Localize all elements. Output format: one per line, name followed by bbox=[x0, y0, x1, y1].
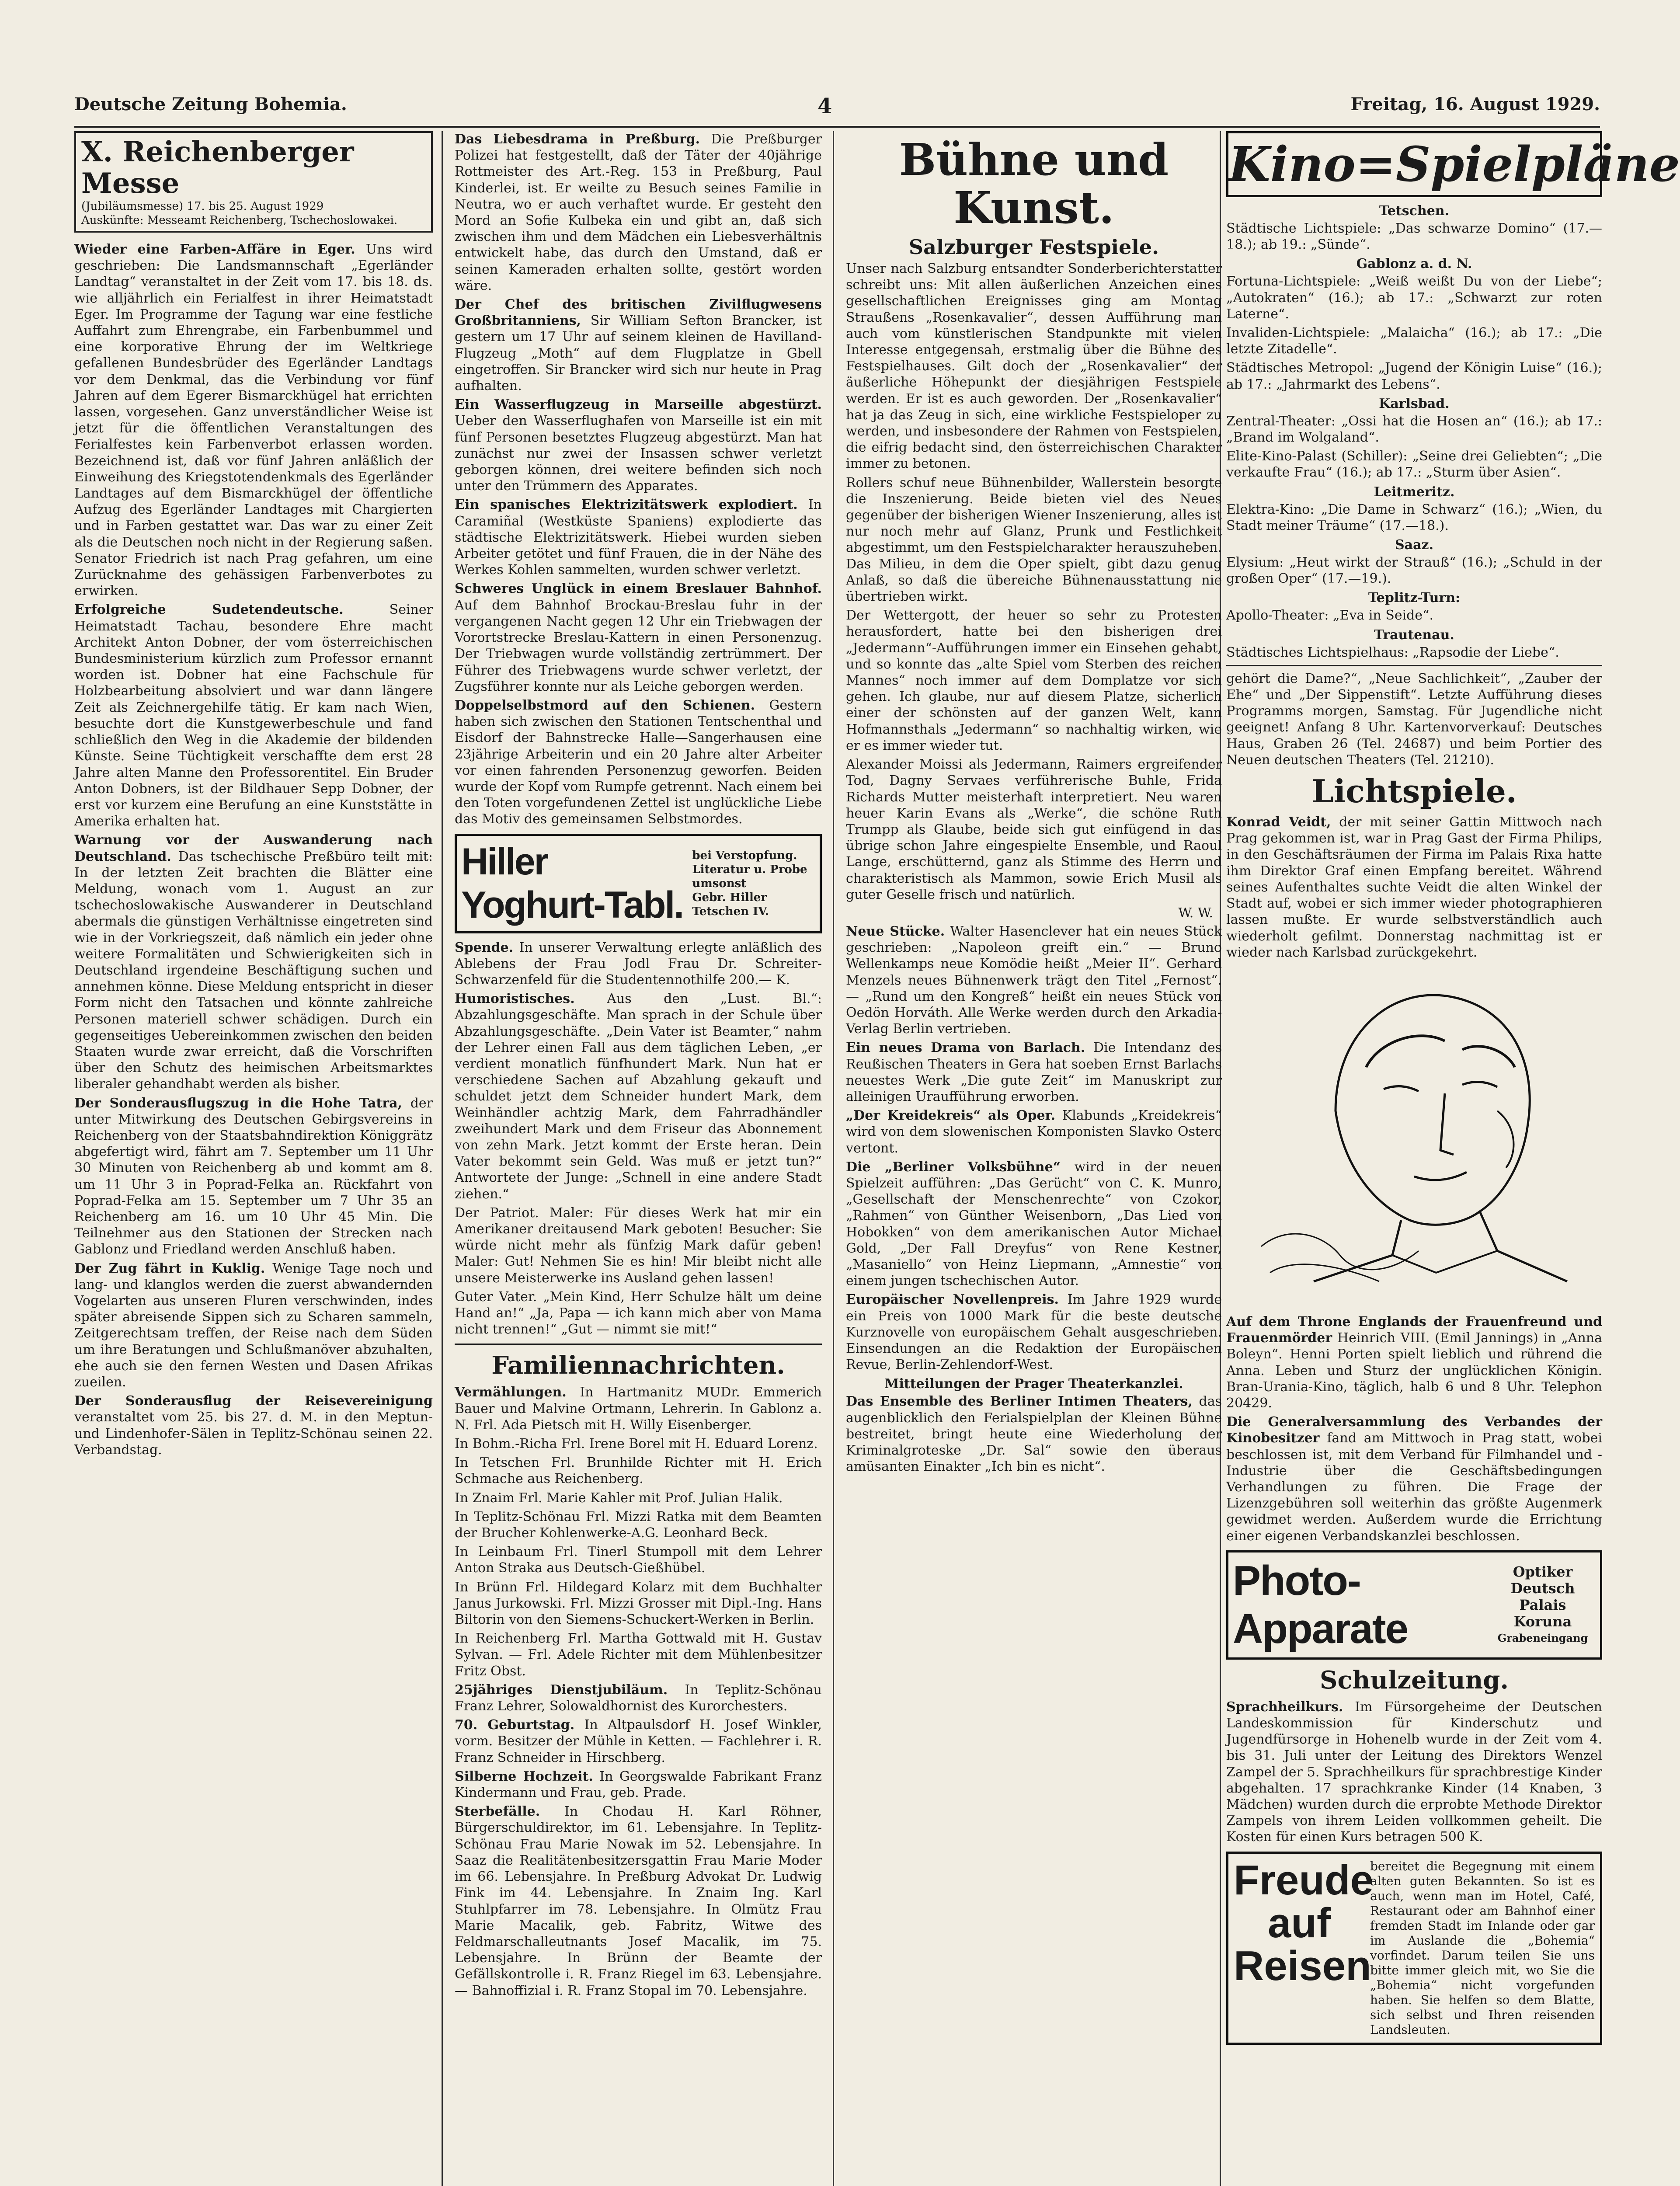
article-guter-vater: Guter Vater. „Mein Kind, Herr Schulze hält um deine Hand an!“ „Ja, Papa — ich kann mich aber von Mama nicht trennen!“ „Gut — nimmt sie mit!“ bbox=[455, 1289, 822, 1337]
article-jedermann: Der Wettergott, der heuer so sehr zu Protesten herausfordert, hatte bei den bisherigen drei „Jedermann“-Aufführungen immer ein Einsehen gehabt, und so konnte das „alte Spiel vom Sterben des reichen Mannes“ noch immer auf dem Domplatze vor sich gehen. Ich glaube, nur auf diesem Platze, sicherlich einer der schönsten auf der ganzen Welt, kann Hofmannsthals „Jedermann“ so nachhaltig wirken, wie er es immer wieder tut. bbox=[846, 608, 1222, 753]
kino-listing: Apollo-Theater: „Eva in Seide“. bbox=[1226, 608, 1434, 623]
article-barlach: Ein neues Drama von Barlach. Die Intendanz des Reußischen Theaters in Gera hat soeben Ernst Barlachs neuestes Werk „Die gute Zeit“ im Manuskript zur alleinigen Uraufführung erworben. bbox=[846, 1040, 1222, 1104]
photo-ad-name: Photo-Apparate bbox=[1233, 1557, 1408, 1652]
column-rule-2 bbox=[833, 131, 834, 2186]
kino-listing: Elite-Kino-Palast (Schiller): „Seine drei Geliebten“; „Die verkaufte Frau“ (16.); ab 17.: „Sturm über Asien“. bbox=[1226, 449, 1602, 480]
article-auswanderung: Warnung vor der Auswanderung nach Deutschland. Das tschechische Preßbüro teilt mit: In der letzten Zeit brachten die Blätter eine Meldung, wonach vom 1. August an zur tschechoslowakische Auswanderer in Deutschland abermals die günstigen Verhältnisse eingetreten sind wie in der Vorkriegszeit, daß nämlich ein jeder ohne weitere Formalitäten und Schwierigkeiten sich in Deutschland irgendeine Beschäftigung suchen und annehmen könne. Diese Meldung entspricht in dieser Form nicht den Tatsachen und könnte zahlreiche Personen materiell schwer schädigen. Durch ein gegenseitiges Uebereinkommen zwischen den beiden Staaten wurde zwar erreicht, daß die Vorschriften über den Schutz des heimischen Arbeitsmarktes liberaler gehandhabt werden als bisher. bbox=[74, 832, 433, 1092]
messe-title: X. Reichenberger Messe bbox=[81, 136, 354, 200]
fam-item: In Leinbaum Frl. Tinerl Stumpoll mit dem Lehrer Anton Straka aus Deutsch-Gießhübel. bbox=[455, 1544, 822, 1576]
kino-listing: Elysium: „Heut wirkt der Strauß“ (16.); „Schuld in der großen Oper“ (17.—19.). bbox=[1226, 555, 1602, 587]
article-sprachheilkurs: Sprachheilkurs. Im Fürsorgeheime der Deutschen Landeskommission für Kinderschutz und Jugendfürsorge in Hohenelb wurde in der Zeit vom 4. bis 31. Juli unter der Leitung des Direktors Wenzel Zampel der 5. Sprachheilkurs für sprachbrestige Kinder abgehalten. 17 sprachkranke Kinder (14 Knaben, 3 Mädchen) wurden durch die erprobte Methode Direktor Zampels von ihrem Leiden vollkommen geheilt. Die Kosten für einen Kurs betragen 500 K. bbox=[1226, 1699, 1602, 1845]
kino-city: Saaz. bbox=[1395, 537, 1434, 553]
kino-city: Tetschen. bbox=[1379, 203, 1450, 219]
article-volksbuehne: Die „Berliner Volksbühne“ wird in der neuen Spielzeit aufführen: „Das Gerücht“ von C. K. Munro, „Gesellschaft der Menschenrechte“ von Czokor, „Rahmen“ von Günther Weisenborn, „Das Lied von Hobokken“ von dem amerikanischen Autor Michael Gold, „Der Fall Dreyfus“ von Rene Kestner, „Masaniello“ von Heinz Liepmann, „Amnestie“ von einem jungen tschechischen Autor. bbox=[846, 1159, 1222, 1289]
running-head bbox=[74, 94, 1600, 125]
fam-geburtstag: 70. Geburtstag. In Altpaulsdorf H. Josef Winkler, vorm. Besitzer der Mühle in Ketten. — Fachlehrer i. R. Franz Schneider in Hirschberg. bbox=[455, 1717, 822, 1765]
article-konrad-veidt: Konrad Veidt, der mit seiner Gattin Mittwoch nach Prag gekommen ist, war in Prag Gast der Firma Philips, in den Geschäftsräumen der Firma im Palais Rixa hatte ihm Direktor Graf einen Empfang bereitet. Während seines Aufenthaltes suchte Veidt die alten Winkel der Stadt auf, wobei er sich immer wieder photographieren lassen mußte. Er wurde selbstverständlich auch wiederholt gefilmt. Donnerstag nachmittag ist er wieder nach Karlsbad zurückgekehrt. bbox=[1226, 815, 1602, 960]
article-novellenpreis: Europäischer Novellenpreis. Im Jahre 1929 wurde ein Preis von 1000 Mark für die beste deutsche Kurznovelle von europäischem Gehalt ausgeschrieben. Einsendungen an die Redaktion der Europäischen Revue, Berlin-Zehlendorf-West. bbox=[846, 1292, 1222, 1373]
article-doppelselbstmord: Doppelselbstmord auf den Schienen. Gestern haben sich zwischen den Stationen Tentschenthal und Eisdorf der Bahnstrecke Halle—Sangerhausen eine 23jährige Arbeiterin und ein 20 Jahre alter Arbeiter vor einen fahrenden Personenzug geworfen. Beiden wurde der Kopf vom Rumpfe getrennt. Nach einem bei den Toten vorgefundenen Zettel ist unglückliche Liebe das Motiv des gemeinsamen Selbstmordes. bbox=[455, 697, 822, 827]
article-wasserflugzeug: Ein Wasserflugzeug in Marseille abgestürzt. Ueber den Wasserflughafen von Marseille ist ein mit fünf Personen besetztes Flugzeug abgestürzt. Man hat zunächst nur zwei der Insassen schwer verletzt geborgen können, drei weitere befinden sich noch unter den Trümmern des Apparates. bbox=[455, 397, 822, 494]
article-kreidekreis: „Der Kreidekreis“ als Oper. Klabunds „Kreidekreis“ wird von dem slowenischen Komponisten Slavko Osterc vertont. bbox=[846, 1108, 1222, 1156]
theaterkanzlei-title: Mitteilungen der Prager Theaterkanzlei. bbox=[884, 1376, 1183, 1392]
schulzeitung-title: Schulzeitung. bbox=[1320, 1665, 1509, 1695]
caricature-illustration bbox=[1235, 967, 1593, 1308]
section-rule bbox=[1226, 665, 1602, 666]
article-intimes-theater: Das Ensemble des Berliner Intimen Theaters, das augenblicklich den Ferialspielplan der Kleinen Bühne bestreitet, bringt heute eine Wiederholung der Kriminalgroteske „Dr. Sal“ sowie den überaus amüsanten Einakter „Ich bin es nicht“. bbox=[846, 1394, 1222, 1475]
article-rosenkavalier: Unser nach Salzburg entsandter Sonderberichterstatter schreibt uns: Mit allen äußerlichen Anzeichen eines gesellschaftlichen Ereignisses ging am Montag Straußens „Rosenkavalier“, dessen Aufführung man auch vom künstlerischen Standpunkte mit vielen Interesse entgegensah, erstmalig über die Bühne des Festspielhauses. Gilt doch der „Rosenkavalier“ der äußerliche Höhepunkt der diesjährigen Festspiele werden. Er ist es auch geworden. Der „Rosenkavalier“ hat ja das Zeug in sich, eine wirkliche Festspieloper zu werden, und insbesondere der Rahmen von Festspielen, die eifrig bedacht sind, den österreichischen Charakter immer zu betonen. bbox=[846, 261, 1222, 472]
article-hohe-tatra: Der Sonderausflugszug in die Hohe Tatra, der unter Mitwirkung des Deutschen Gebirgsvereins in Reichenberg von der Staatsbahndirektion Königgrätz abgefertigt wird, fährt am 7. September um 11 Uhr 30 Minuten von Reichenberg ab und kommt am 8. um 11 Uhr 3 in Poprad-Felka an. Rückfahrt von Poprad-Felka am 15. September um 7 Uhr 35 an Reichenberg am 16. um 10 Uhr 45 Min. Die Teilnehmer aus den Stationen der Strecken nach Gablonz und Friedland werden Anschluß haben. bbox=[74, 1095, 433, 1257]
article-kinobesitzer: Die Generalversammlung des Verbandes der Kinobesitzer fand am Mittwoch in Prag statt, wobei beschlossen ist, mit dem Verband für Filmhandel und -Industrie über die Geschäftsbedingungen Verhandlungen zu führen. Die Frage der Lizenzgebühren soll weiterhin das größte Augenmerk gewidmet werden. Außerdem wurde die Errichtung einer eigenen Verbandskanzlei beschlossen. bbox=[1226, 1414, 1602, 1544]
fam-sterbefaelle: Sterbefälle. In Chodau H. Karl Röhner, Bürgerschuldirektor, im 61. Lebensjahre. In Teplitz-Schönau Frau Marie Nowak im 52. Lebensjahre. In Saaz die Realitätenbesitzersgattin Frau Marie Moder im 66. Lebensjahre. In Preßburg Advokat Dr. Ludwig Fink im 44. Lebensjahre. In Znaim Ing. Karl Stuhlpfarrer im 78. Lebensjahre. In Olmütz Frau Marie Macalik, geb. Fabritz, Witwe des Feldmarschalleutnants Josef Macalik, im 75. Lebensjahre. In Brünn der Beamte der Gefällskontrolle i. R. Franz Riegel im 63. Lebensjahre. — Bahnoffizial i. R. Franz Stopal im 70. Lebensjahre. bbox=[455, 1804, 822, 1998]
fam-silberne-hochzeit: Silberne Hochzeit. In Georgswalde Fabrikant Franz Kindermann und Frau, geb. Prade. bbox=[455, 1768, 822, 1801]
lichtspiele-title: Lichtspiele. bbox=[1311, 773, 1517, 810]
fam-jubilaeum: 25jähriges Dienstjubiläum. In Teplitz-Schönau Franz Lehrer, Solowaldhornist des Kurorchesters. bbox=[455, 1682, 822, 1714]
column-4 bbox=[1226, 131, 1680, 2186]
article-zivilflugwesen: Der Chef des britischen Zivilflugwesens Großbritanniens, Sir William Sefton Brancker, ist gestern um 17 Uhr auf seinem kleinen de Havilland-Flugzeug „Moth“ auf dem Flugplatze in Gbell eingetroffen. Sir Brancker wird sich nur heute in Prag aufhalten. bbox=[455, 297, 822, 394]
author-signature: W. W. bbox=[1178, 905, 1213, 921]
kino-continuation: gehört die Dame?“, „Neue Sachlichkeit“, „Zauber der Ehe“ und „Der Sippenstift“. Letzte Aufführung dieses Programms morgen, Samstag. Für Jugendliche nicht geeignet! Anfang 8 Uhr. Kartenvorverkauf: Deutsches Haus, Graben 26 (Tel. 24687) und beim Portier des Neuen deutschen Theaters (Tel. 21210). bbox=[1226, 671, 1602, 768]
article-neue-stuecke: Neue Stücke. Walter Hasenclever hat ein neues Stück geschrieben: „Napoleon greift ein.“ — Bruno Wellenkamps neue Komödie heißt „Meier II“. Gerhard Menzels neues Bühnenwerk trägt den Titel „Fernost“. — „Rund um den Kongreß“ heißt ein neues Stück von Oedön Horváth. Alle Werke werden durch den Arkadia-Verlag Berlin vertrieben. bbox=[846, 923, 1222, 1037]
yoghurt-ad-name: Hiller Yoghurt-Tabl. bbox=[461, 840, 683, 926]
yoghurt-ad bbox=[455, 834, 822, 933]
article-veidt-continued: Auf dem Throne Englands der Frauenfreund und Frauenmörder Heinrich VIII. (Emil Jannings) in „Anna Boleyn“. Henni Porten spielt lieblich und rührend die Anna. Leben und Sturz der unglücklichen Königin. Bran-Urania-Kino, täglich, halb 6 und 8 Uhr. Telephon 20429. bbox=[1226, 1314, 1602, 1411]
freude-ad-heading: Freude auf Reisen bbox=[1234, 1856, 1374, 1989]
article-breslau: Schweres Unglück in einem Breslauer Bahnhof. Auf dem Bahnhof Brockau-Breslau fuhr in der vergangenen Nacht gegen 12 Uhr ein Triebwagen der Vorortstrecke Breslau-Kattern in einen Personenzug. Der Triebwagen wurde vollständig zertrümmert. Der Führer des Triebwagens wurde schwer verletzt, der Zugsführer konnte nur als Leiche geborgen werden. bbox=[455, 581, 822, 694]
kino-listing: Zentral-Theater: „Ossi hat die Hosen an“ (16.); ab 17.: „Brand im Wolgaland“. bbox=[1226, 413, 1602, 446]
article-elektrizitaetswerk: Ein spanisches Elektrizitätswerk explodiert. In Caramiñal (Westküste Spaniens) explodierte das städtische Elektrizitätswerk. Hiebei wurden sieben Arbeiter getötet und fünf Frauen, die in der Nähe des Werkes Kohlen sammelten, wurden schwer verletzt. bbox=[455, 497, 822, 578]
column-rule-1 bbox=[442, 131, 443, 2186]
kino-city: Gablonz a. d. N. bbox=[1356, 256, 1472, 272]
fam-vermaehlungen: Vermählungen. In Hartmanitz MUDr. Emmerich Bauer und Malvine Ortmann, Lehrerin. In Gablonz a. N. Frl. Ada Pietsch mit H. Willy Eisenberger. bbox=[455, 1385, 822, 1433]
familiennachrichten-title: Familiennachrichten. bbox=[491, 1351, 785, 1380]
fam-item: In Tetschen Frl. Brunhilde Richter mit H. Erich Schmache aus Reichenberg. bbox=[455, 1455, 822, 1487]
kino-spielplaene-title: Kino=Spielpläne bbox=[1226, 131, 1602, 197]
messe-info: Auskünfte: Messeamt Reichenberg, Tschechoslowakei. bbox=[81, 214, 398, 227]
page-number: 4 bbox=[817, 94, 832, 118]
photo-apparate-ad bbox=[1226, 1550, 1602, 1660]
article-spende: Spende. In unserer Verwaltung erlegte anläßlich des Ablebens der Frau Jodl Frau Dr. Schreiter-Schwarzenfeld für die Studentennothilfe 200.— K. bbox=[455, 940, 822, 988]
kino-listing: Städtische Lichtspiele: „Das schwarze Domino“ (17.—18.); ab 19.: „Sünde“. bbox=[1226, 221, 1602, 253]
article-inszenierung: Rollers schuf neue Bühnenbilder, Wallerstein besorgte die Inszenierung. Beide bieten viel des Neues gegenüber der bisherigen Wiener Inszenierung, alles ist nur noch mehr auf Glanz, Prunk und Festlichkeit abgestimmt, um den Festspielcharakter herauszuheben. Das Milieu, in dem die Oper spielt, gibt dazu genug Anlaß, so daß die übereiche Bühnenausstattung nie übertrieben wirkt. bbox=[846, 475, 1222, 605]
column-3 bbox=[846, 131, 1222, 2186]
kino-listing: Städtisches Lichtspielhaus: „Rapsodie der Liebe“. bbox=[1226, 644, 1559, 660]
yoghurt-ad-side: bei Verstopfung. Literatur u. Probe umsonst Gebr. Hiller Tetschen IV. bbox=[692, 849, 807, 918]
kino-city: Teplitz-Turn: bbox=[1368, 590, 1461, 606]
fam-item: In Teplitz-Schönau Frl. Mizzi Ratka mit dem Beamten der Brucher Kohlenwerke-A.G. Leonhard Beck. bbox=[455, 1509, 822, 1541]
messe-dates: (Jubiläumsmesse) 17. bis 25. August 1929 bbox=[81, 200, 324, 213]
kino-city: Leitmeritz. bbox=[1374, 484, 1455, 500]
fam-item: In Reichenberg Frl. Martha Gottwald mit H. Gustav Sylvan. — Frl. Adele Richter mit dem Mühlenbesitzer Fritz Obst. bbox=[455, 1631, 822, 1679]
kino-listing: Fortuna-Lichtspiele: „Weiß weißt Du von der Liebe“; „Autokraten“ (16.); ab 17.: „Schwarzt zur roten Laterne“. bbox=[1226, 274, 1602, 322]
photo-ad-shop: Optiker Deutsch Palais Koruna Grabeneingang bbox=[1497, 1563, 1588, 1644]
fam-item: In Bohm.-Richa Frl. Irene Borel mit H. Eduard Lorenz. bbox=[455, 1436, 818, 1452]
article-reisevereinigung: Der Sonderausflug der Reisevereinigung veranstaltet vom 25. bis 27. d. M. in den Meptun- und Lindenhofer-Sälen in Teplitz-Schönau seinen 22. Verbandstag. bbox=[74, 1393, 433, 1458]
article-liebesdrama: Das Liebesdrama in Preßburg. Die Preßburger Polizei hat festgestellt, daß der Täter der 40jährige Rottmeister des Art.-Reg. 153 in Preßburg, Paul Kinderlei, ist. Er weilte zu Besuch seines Familie in Neutra, wo er auch verhaftet wurde. Er gesteht den Mord an Sofie Kulbeka ein und gibt an, daß sich zwischen ihm und dem Mädchen ein Liebesverhältnis entwickelt habe, das durch den Umstand, daß er seinen Kameraden erhalten sollte, gestört worden wäre. bbox=[455, 132, 822, 293]
section-rule bbox=[455, 1344, 822, 1345]
column-1 bbox=[74, 131, 433, 2186]
freude-ad-text: bereitet die Begegnung mit einem alten guten Bekannten. So ist es auch, wenn man im Hotel, Café, Restaurant oder am Bahnhof einer fremden Stadt im Inlande oder gar im Auslande die „Bohemia“ vorfindet. Darum teilen Sie uns bitte immer gleich mit, wo Sie die „Bohemia“ nicht vorgefunden haben. Sie helfen so dem Blatte, sich selbst und Ihren reisenden Landsleuten. bbox=[1370, 1859, 1595, 2037]
article-farben-affaere: Wieder eine Farben-Affäre in Eger. Uns wird geschrieben: Die Landsmannschaft „Egerländer Landtag“ veranstaltet in der Zeit vom 17. bis 18. ds. wie alljährlich ein Ferialfest in ihrer Heimatstadt Eger. Im Programme der Tagung war eine festliche Auffahrt zum Ehrengrabe, ein Farbenbummel und eine korporative Ehrung der im Weltkriege gefallenen Bundesbrüder des Egerländer Landtags vor dem Denkmal, das die Verbindung vor fünf Jahren auf dem Egerer Bismarckhügel hat errichten lassen, vorgesehen. Ganz unverständlicher Weise ist jetzt für die öffentlichen Veranstaltungen des Ferialfestes kein Farbenverbot erlassen worden. Bezeichnend ist, daß vor fünf Jahren anläßlich der Einweihung des Kriegstotendenkmals des Egerländer Landtages auf dem Bismarckhügel der öffentliche Aufzug des Egerländer Landtages mit Chargierten und in Farben gestattet war. Das war zu einer Zeit als die Deutschen noch nicht in der Regierung saßen. Senator Friedrich ist nach Prag gefahren, um eine Zurücknahme des gehässigen Farbenverbotes zu erwirken. bbox=[74, 242, 433, 599]
kino-city: Karlsbad. bbox=[1379, 396, 1450, 411]
salzburger-festspiele-title: Salzburger Festspiele. bbox=[908, 235, 1159, 259]
article-sudetendeutsche: Erfolgreiche Sudetendeutsche. Seiner Heimatstadt Tachau, besondere Ehre macht Architekt Anton Dobner, der vom österreichischen Bundesministerium kürzlich zum Professor ernannt worden ist. Dobner hat eine Fachschule für Holzbearbeitung absolviert und war dann längere Zeit als Zeichnergehilfe tätig. Er kam nach Wien, besuchte dort die Kunstgewerbeschule und fand schließlich den Weg in die Akademie der bildenden Künste. Seine Tüchtigkeit verschaffte dem erst 28 Jahre alten Manne den Professorentitel. Ein Bruder Anton Dobners, ist der Bildhauer Sepp Dobner, der erst vor kurzem eine Berufung an eine Kunststätte in Amerika erhalten hat. bbox=[74, 602, 433, 829]
kino-listing: Elektra-Kino: „Die Dame in Schwarz“ (16.); „Wien, du Stadt meiner Träume“ (17.—18.). bbox=[1226, 501, 1602, 533]
fam-item: In Znaim Frl. Marie Kahler mit Prof. Julian Halik. bbox=[455, 1490, 783, 1506]
article-zugvoegel: Der Zug fährt in Kuklig. Wenige Tage noch und lang- und klanglos werden die zuerst abwandernden Vogelarten aus unseren Fluren verschwinden, indes später abreisende Sippen sich zu Scharen sammeln, Zeitgerechtsam treffen, der Reise nach dem Süden um ihre Beratungen und Schlußmanöver abzuhalten, ehe auch sie den fernen Westen und Dasen Afrikas zueilen. bbox=[74, 1260, 433, 1390]
column-2 bbox=[455, 131, 822, 2186]
article-patriot: Der Patriot. Maler: Für dieses Werk hat mir ein Amerikaner dreitausend Mark geboten! Besucher: Sie würde nicht mehr als fünfzig Mark dafür geben! Maler: Gut! Nehmen Sie es hin! Mir bleibt nicht alle unsere Meisterwerke ins Ausland gehen lassen! bbox=[455, 1205, 822, 1286]
kino-listing: Invaliden-Lichtspiele: „Malaicha“ (16.); ab 17.: „Die letzte Zitadelle“. bbox=[1226, 325, 1602, 357]
article-besetzung: Alexander Moissi als Jedermann, Raimers ergreifender Tod, Dagny Servaes verführerische Buhle, Frida Richards Mutter meisterhaft interpretiert. Neu waren heuer Karin Evans als „Werke“, die schöne Ruth Trumpp als Glaube, beide sich gut einfügend in das übrige schon Jahre eingespielte Ensemble, und Raoul Lange, erschütternd, ganz als Stimme des Herrn und charakteristisch als Mammon, sowie Erich Musil als guter Geselle frisch und natürlich. bbox=[846, 757, 1222, 902]
fam-item: In Brünn Frl. Hildegard Kolarz mit dem Buchhalter Janus Jurkowski. Frl. Mizzi Grosser mit Dipl.-Ing. Hans Biltorin von den Siemens-Schuckert-Werken in Berlin. bbox=[455, 1579, 822, 1628]
newspaper-name: Deutsche Zeitung Bohemia. bbox=[74, 94, 347, 115]
buehne-und-kunst-title: Bühne und Kunst. bbox=[899, 134, 1169, 233]
messe-box bbox=[74, 131, 433, 233]
article-humoristisches: Humoristisches. Aus den „Lust. Bl.“: Abzahlungsgeschäfte. Man sprach in der Schule über Abzahlungsgeschäfte. „Dein Vater ist Beamter,“ nahm der Lehrer einen Fall aus dem täglichen Leben, „er verdient monatlich fünfhundert Mark. Nun hat er verschiedene Sachen auf Abzahlung gekauft und schuldet jetzt dem Schneider hundert Mark, dem Weinhändler achtzig Mark, dem Fahrradhändler zweihundert Mark und dem Friseur das Abonnement von zehn Mark. Jetzt kommt der Erste heran. Dein Vater bekommt sein Geld. Was muß er jetzt tun?“ Antwortete der Junge: „Schnell in eine andere Stadt ziehen.“ bbox=[455, 991, 822, 1202]
header-rule bbox=[74, 126, 1600, 128]
kino-city: Trautenau. bbox=[1374, 627, 1454, 643]
kino-listing: Städtisches Metropol: „Jugend der Königin Luise“ (16.); ab 17.: „Jahrmarkt des Lebens“. bbox=[1226, 360, 1602, 392]
freude-auf-reisen-ad bbox=[1226, 1852, 1602, 2045]
issue-date: Freitag, 16. August 1929. bbox=[1350, 94, 1600, 115]
